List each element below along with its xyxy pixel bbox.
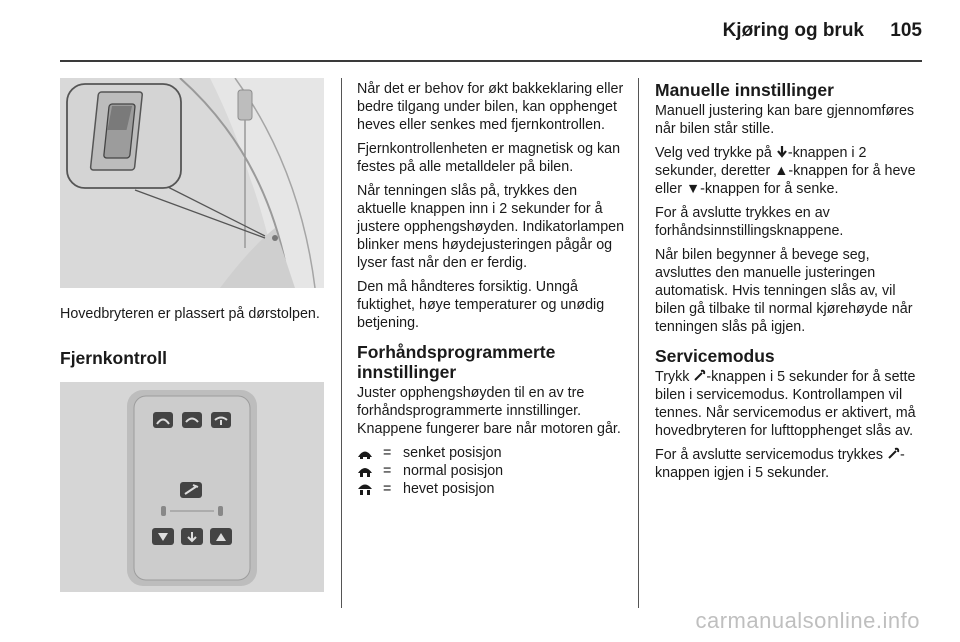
- text-run: -knappen igjen i 5 sekunder.: [655, 447, 905, 481]
- legend-row-raised: [357, 480, 627, 498]
- remote-control-illustration: [60, 382, 324, 592]
- watermark: carmanualsonline.info: [695, 608, 920, 633]
- page-number: 105: [890, 20, 922, 41]
- legend-label: normal posisjon: [403, 463, 504, 479]
- paragraph: [655, 446, 925, 482]
- legend-equals: =: [383, 481, 392, 497]
- normal-position-icon: [357, 465, 373, 477]
- paragraph: Når det er behov for økt bakkeklaring eller bedre tilgang under bilen, kan opphenget heves eller senkes med fjernkontrollen.: [357, 81, 624, 133]
- text-run: Velg ved trykke på: [655, 145, 776, 161]
- figure-remote-control: [60, 382, 324, 592]
- preset-legend: [357, 444, 627, 498]
- raised-position-icon: [357, 483, 373, 495]
- text-run: For å avslutte servicemodus trykkes: [655, 447, 888, 463]
- column-divider-left: [341, 78, 342, 608]
- paragraph: Juster opphengshøyden til en av tre forhåndsprogrammerte innstillinger. Knappene fungerer bare når motoren går.: [357, 385, 621, 437]
- section-title-manual: Manuelle innstillinger: [655, 80, 834, 100]
- text-run: -knappen i 5 sekunder for å sette bilen i servicemodus. Kontrollampen vil tennes. Når servicemodus er aktivert, må hovedbryteren for lufttopphenget slås av.: [655, 369, 916, 439]
- text-run: -knappen i 2 sekunder, deretter ▲-knappen for å heve eller ▼-knappen for å senke.: [655, 145, 916, 197]
- wrench-icon: [887, 447, 900, 460]
- paragraph: [655, 144, 925, 198]
- legend-row-normal: [357, 462, 627, 480]
- normal-button-icon: [182, 412, 202, 428]
- legend-row-lowered: [357, 444, 627, 462]
- paragraph: For å avslutte trykkes en av forhåndsinnstillingsknappene.: [655, 205, 844, 239]
- paragraph: [655, 368, 925, 440]
- legend-label: senket posisjon: [403, 445, 502, 461]
- lowered-position-icon: [357, 447, 373, 459]
- middle-column: [357, 80, 627, 498]
- wrench-icon: [693, 369, 706, 382]
- figure-caption: Hovedbryteren er plassert på dørstolpen.: [60, 306, 320, 322]
- header-rule: [60, 60, 922, 62]
- figure-main-switch: [60, 78, 324, 288]
- right-column: [655, 80, 925, 488]
- manual-mode-icon: [776, 145, 788, 158]
- paragraph: Den må håndteres forsiktig. Unngå fuktighet, høye temperaturer og unødig betjening.: [357, 279, 605, 331]
- paragraph: Når tenningen slås på, trykkes den aktuelle knappen inn i 2 sekunder for å justere opphengshøyden. Indikatorlampen blinker mens høydejusteringen pågår og lyser fast når den er ferdig.: [357, 183, 625, 271]
- text-run: Trykk: [655, 369, 694, 385]
- main-switch-illustration: [60, 78, 324, 288]
- section-title-presets: Forhåndsprogrammerte innstillinger: [357, 342, 556, 382]
- header-title: Kjøring og bruk: [722, 20, 864, 41]
- paragraph: Når bilen begynner å bevege seg, avsluttes den manuelle justeringen automatisk. Hvis tenningen slås av, vil bilen gå tilbake til normal kjørehøyde når tenningen slås på igjen.: [655, 247, 913, 335]
- section-title-service: Servicemodus: [655, 346, 775, 366]
- legend-equals: =: [383, 445, 392, 461]
- paragraph: Fjernkontrollenheten er magnetisk og kan festes på alle metalldeler på bilen.: [357, 141, 621, 175]
- legend-equals: =: [383, 463, 392, 479]
- section-title-remote: Fjernkontroll: [60, 348, 167, 368]
- paragraph: Manuell justering kan bare gjennomføres når bilen står stille.: [655, 103, 915, 137]
- legend-label: hevet posisjon: [403, 481, 495, 497]
- column-divider-right: [638, 78, 639, 608]
